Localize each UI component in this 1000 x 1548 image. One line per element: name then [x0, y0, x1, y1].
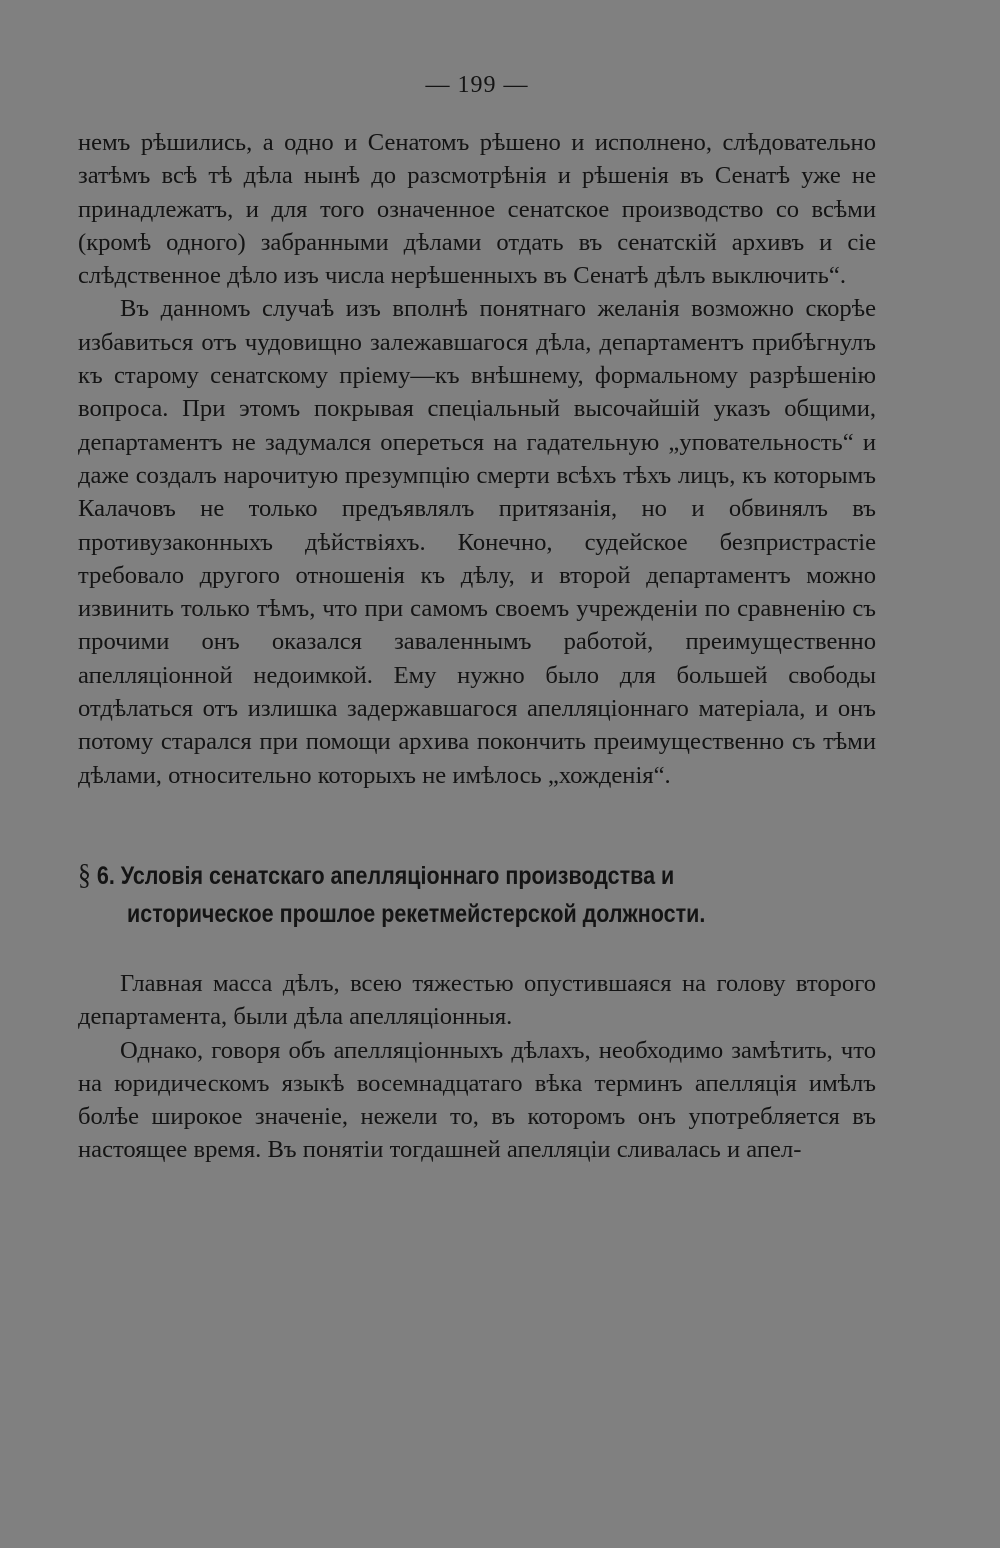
- paragraph-appellate-cases: Главная масса дѣлъ, всею тяжестью опустившаяся на голову второго департамента, были дѣла апелляціонныя.: [78, 969, 876, 1031]
- section-title-line-1: Условія сенатскаго апелляціоннаго производства и: [120, 861, 675, 890]
- section-number: 6.: [96, 861, 115, 890]
- section-sign: §: [78, 857, 91, 891]
- section-heading: [78, 856, 878, 933]
- page-number: — 199 —: [425, 72, 529, 98]
- section-heading-line-1: [78, 856, 878, 895]
- paragraph-continued: немъ рѣшились, а одно и Сенатомъ рѣшено и исполнено, слѣдовательно затѣмъ всѣ тѣ дѣла нынѣ до разсмотрѣнія и рѣшенія въ Сенатѣ уже не принадлежатъ, и для того означенное сенатское производство со всѣми (кромѣ одного) забранными дѣлами отдать въ сенатскій архивъ и сіе слѣдственное дѣло изъ числа нерѣшенныхъ въ Сенатѣ дѣлъ выключить“.: [78, 129, 876, 290]
- book-page: [78, 70, 876, 1167]
- paragraph-appellation-term: Однако, говоря объ апелляціонныхъ дѣлахъ, необходимо замѣтить, что на юридическомъ языкѣ восемнадцатаго вѣка терминъ апелляція имѣлъ болѣе широкое значеніе, нежели то, въ которомъ онъ употребляется въ настоящее время. Въ понятіи тогдашней апелляціи сливалась и апел-: [78, 1036, 876, 1164]
- section-title-line-2: историческое прошлое рекетмейстерской должности.: [127, 899, 706, 928]
- paragraph-department-archive: Въ данномъ случаѣ изъ вполнѣ понятнаго желанія возможно скорѣе избавиться отъ чудовищно залежавшагося дѣла, департаментъ прибѣгнулъ къ старому сенатскому пріему—къ внѣшнему, формальному разрѣшенію вопроса. При этомъ покрывая спеціальный высочайшій указъ общими, департаментъ не задумался опереться на гадательную „уповательность“ и даже создалъ нарочитую презумпцію смерти всѣхъ тѣхъ лицъ, къ которымъ Калачовъ не только предъявлялъ притязанія, но и обвинялъ въ противузаконныхъ дѣйствіяхъ. Конечно, судейское безпристрастіе требовало другого отношенія къ дѣлу, и второй департаментъ можно извинить только тѣмъ, что при самомъ своемъ учрежденіи по сравненію съ прочими онъ оказался заваленнымъ работой, преимущественно апелляціонной недоимкой. Ему нужно было для большей свободы отдѣлаться отъ излишка задержавшагося апелляціоннаго матеріала, и онъ потому старался при помощи архива покончить преимущественно съ тѣми дѣлами, относительно которыхъ не имѣлось „хожденія“.: [78, 295, 876, 789]
